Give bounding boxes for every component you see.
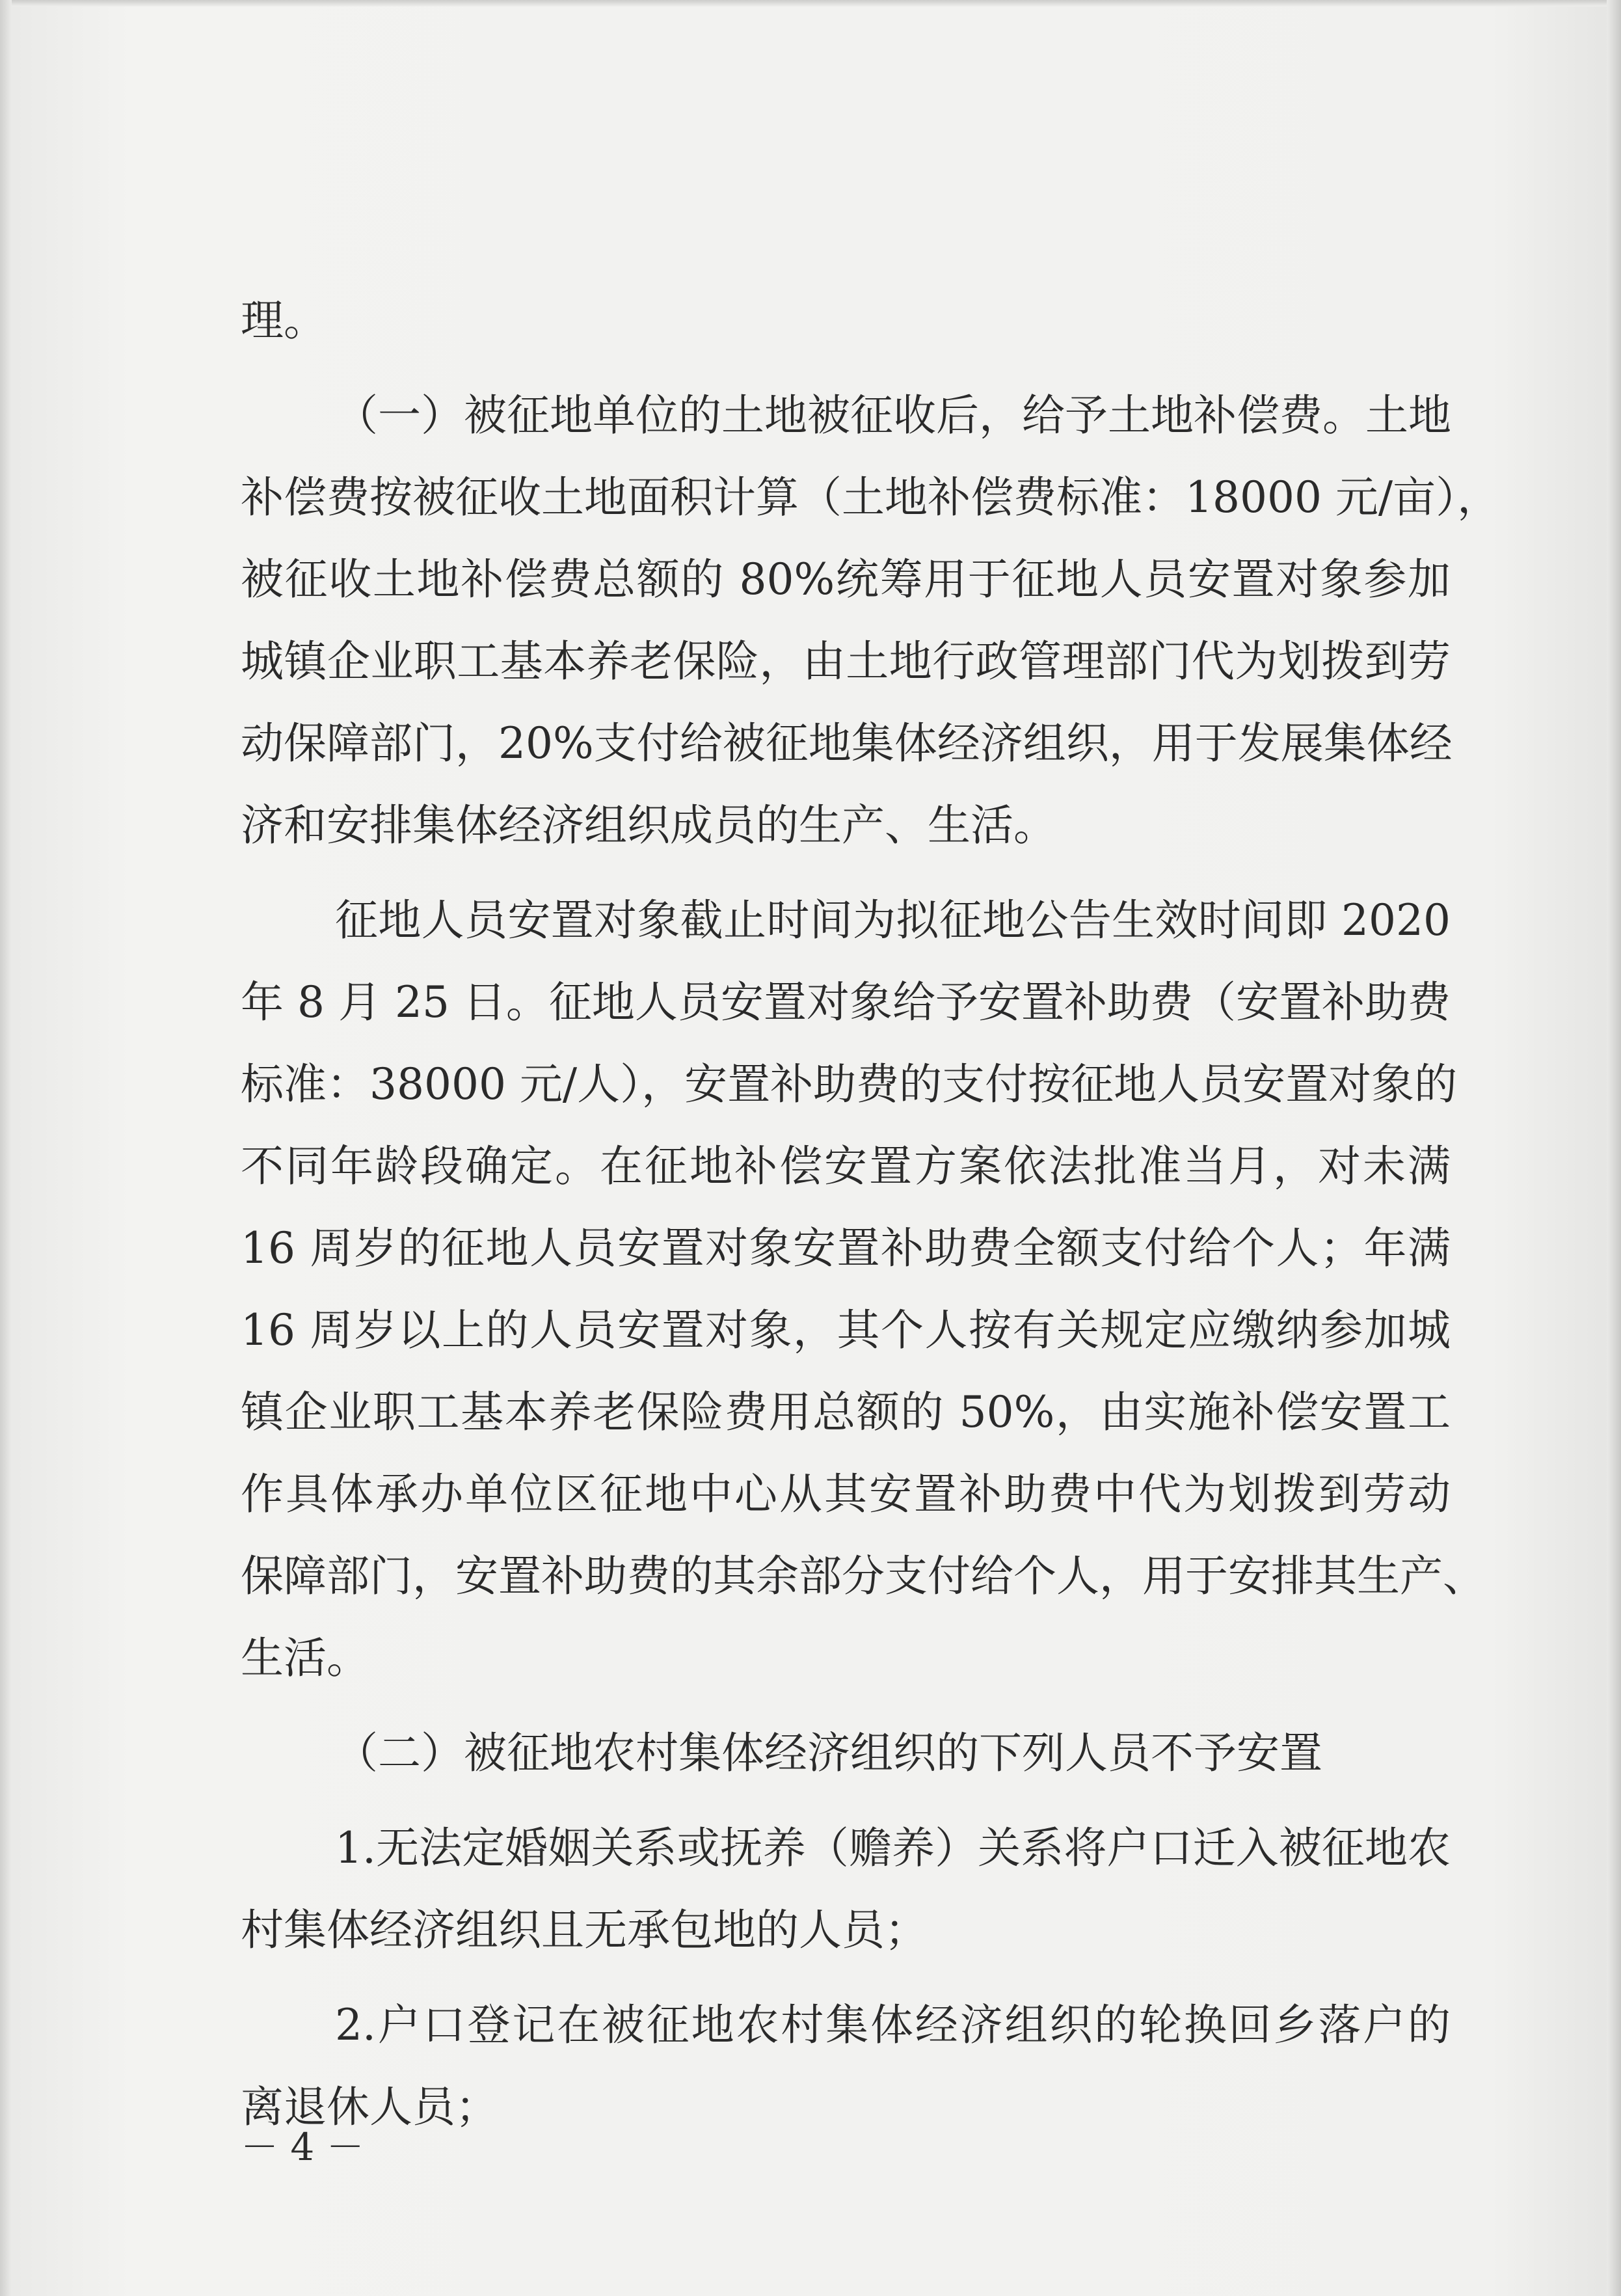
text-line-19: 1.无法定婚姻关系或抚养（赡养）关系将户口迁入被征地农 — [335, 1823, 1451, 1873]
text-line-18: （二）被征地农村集体经济组织的下列人员不予安置 — [335, 1728, 1322, 1778]
scan-edge-right — [1607, 0, 1621, 2296]
text-line-5: 城镇企业职工基本养老保险，由土地行政管理部门代为划拨到劳 — [241, 636, 1451, 686]
text-line-8: 征地人员安置对象截止时间为拟征地公告生效时间即 2020 — [335, 895, 1451, 945]
text-line-2: （一）被征地单位的土地被征收后，给予土地补偿费。土地 — [335, 390, 1451, 440]
text-line-12: 16 周岁的征地人员安置对象安置补助费全额支付给个人；年满 — [241, 1223, 1451, 1273]
text-line-22: 离退休人员； — [241, 2082, 498, 2132]
text-line-16: 保障部门，安置补助费的其余部分支付给个人，用于安排其生产、 — [241, 1551, 1486, 1601]
text-line-21: 2.户口登记在被征地农村集体经济组织的轮换回乡落户的 — [335, 2000, 1451, 2050]
text-line-14: 镇企业职工基本养老保险费用总额的 50%，由实施补偿安置工 — [241, 1387, 1451, 1437]
text-line-20: 村集体经济组织且无承包地的人员； — [241, 1905, 928, 1955]
text-line-6: 动保障部门，20%支付给被征地集体经济组织，用于发展集体经 — [241, 718, 1453, 768]
text-line-15: 作具体承办单位区征地中心从其安置补助费中代为划拨到劳动 — [241, 1469, 1451, 1519]
text-line-1: 理。 — [241, 295, 327, 345]
text-line-3: 补偿费按被征收土地面积计算（土地补偿费标准：18000 元/亩）， — [241, 472, 1501, 522]
text-line-13: 16 周岁以上的人员安置对象，其个人按有关规定应缴纳参加城 — [241, 1305, 1451, 1355]
text-line-7: 济和安排集体经济组织成员的生产、生活。 — [241, 800, 1056, 850]
scan-edge-left — [0, 0, 12, 2296]
text-line-4: 被征收土地补偿费总额的 80%统筹用于征地人员安置对象参加 — [241, 554, 1451, 604]
page-number: － 4 － — [241, 2125, 364, 2169]
text-line-11: 不同年龄段确定。在征地补偿安置方案依法批准当月，对未满 — [241, 1141, 1451, 1191]
text-line-9: 年 8 月 25 日。征地人员安置对象给予安置补助费（安置补助费 — [241, 977, 1451, 1027]
scan-edge-top — [0, 0, 1621, 7]
text-line-17: 生活。 — [241, 1633, 369, 1683]
text-line-10: 标准：38000 元/人），安置补助费的支付按征地人员安置对象的 — [241, 1059, 1458, 1109]
